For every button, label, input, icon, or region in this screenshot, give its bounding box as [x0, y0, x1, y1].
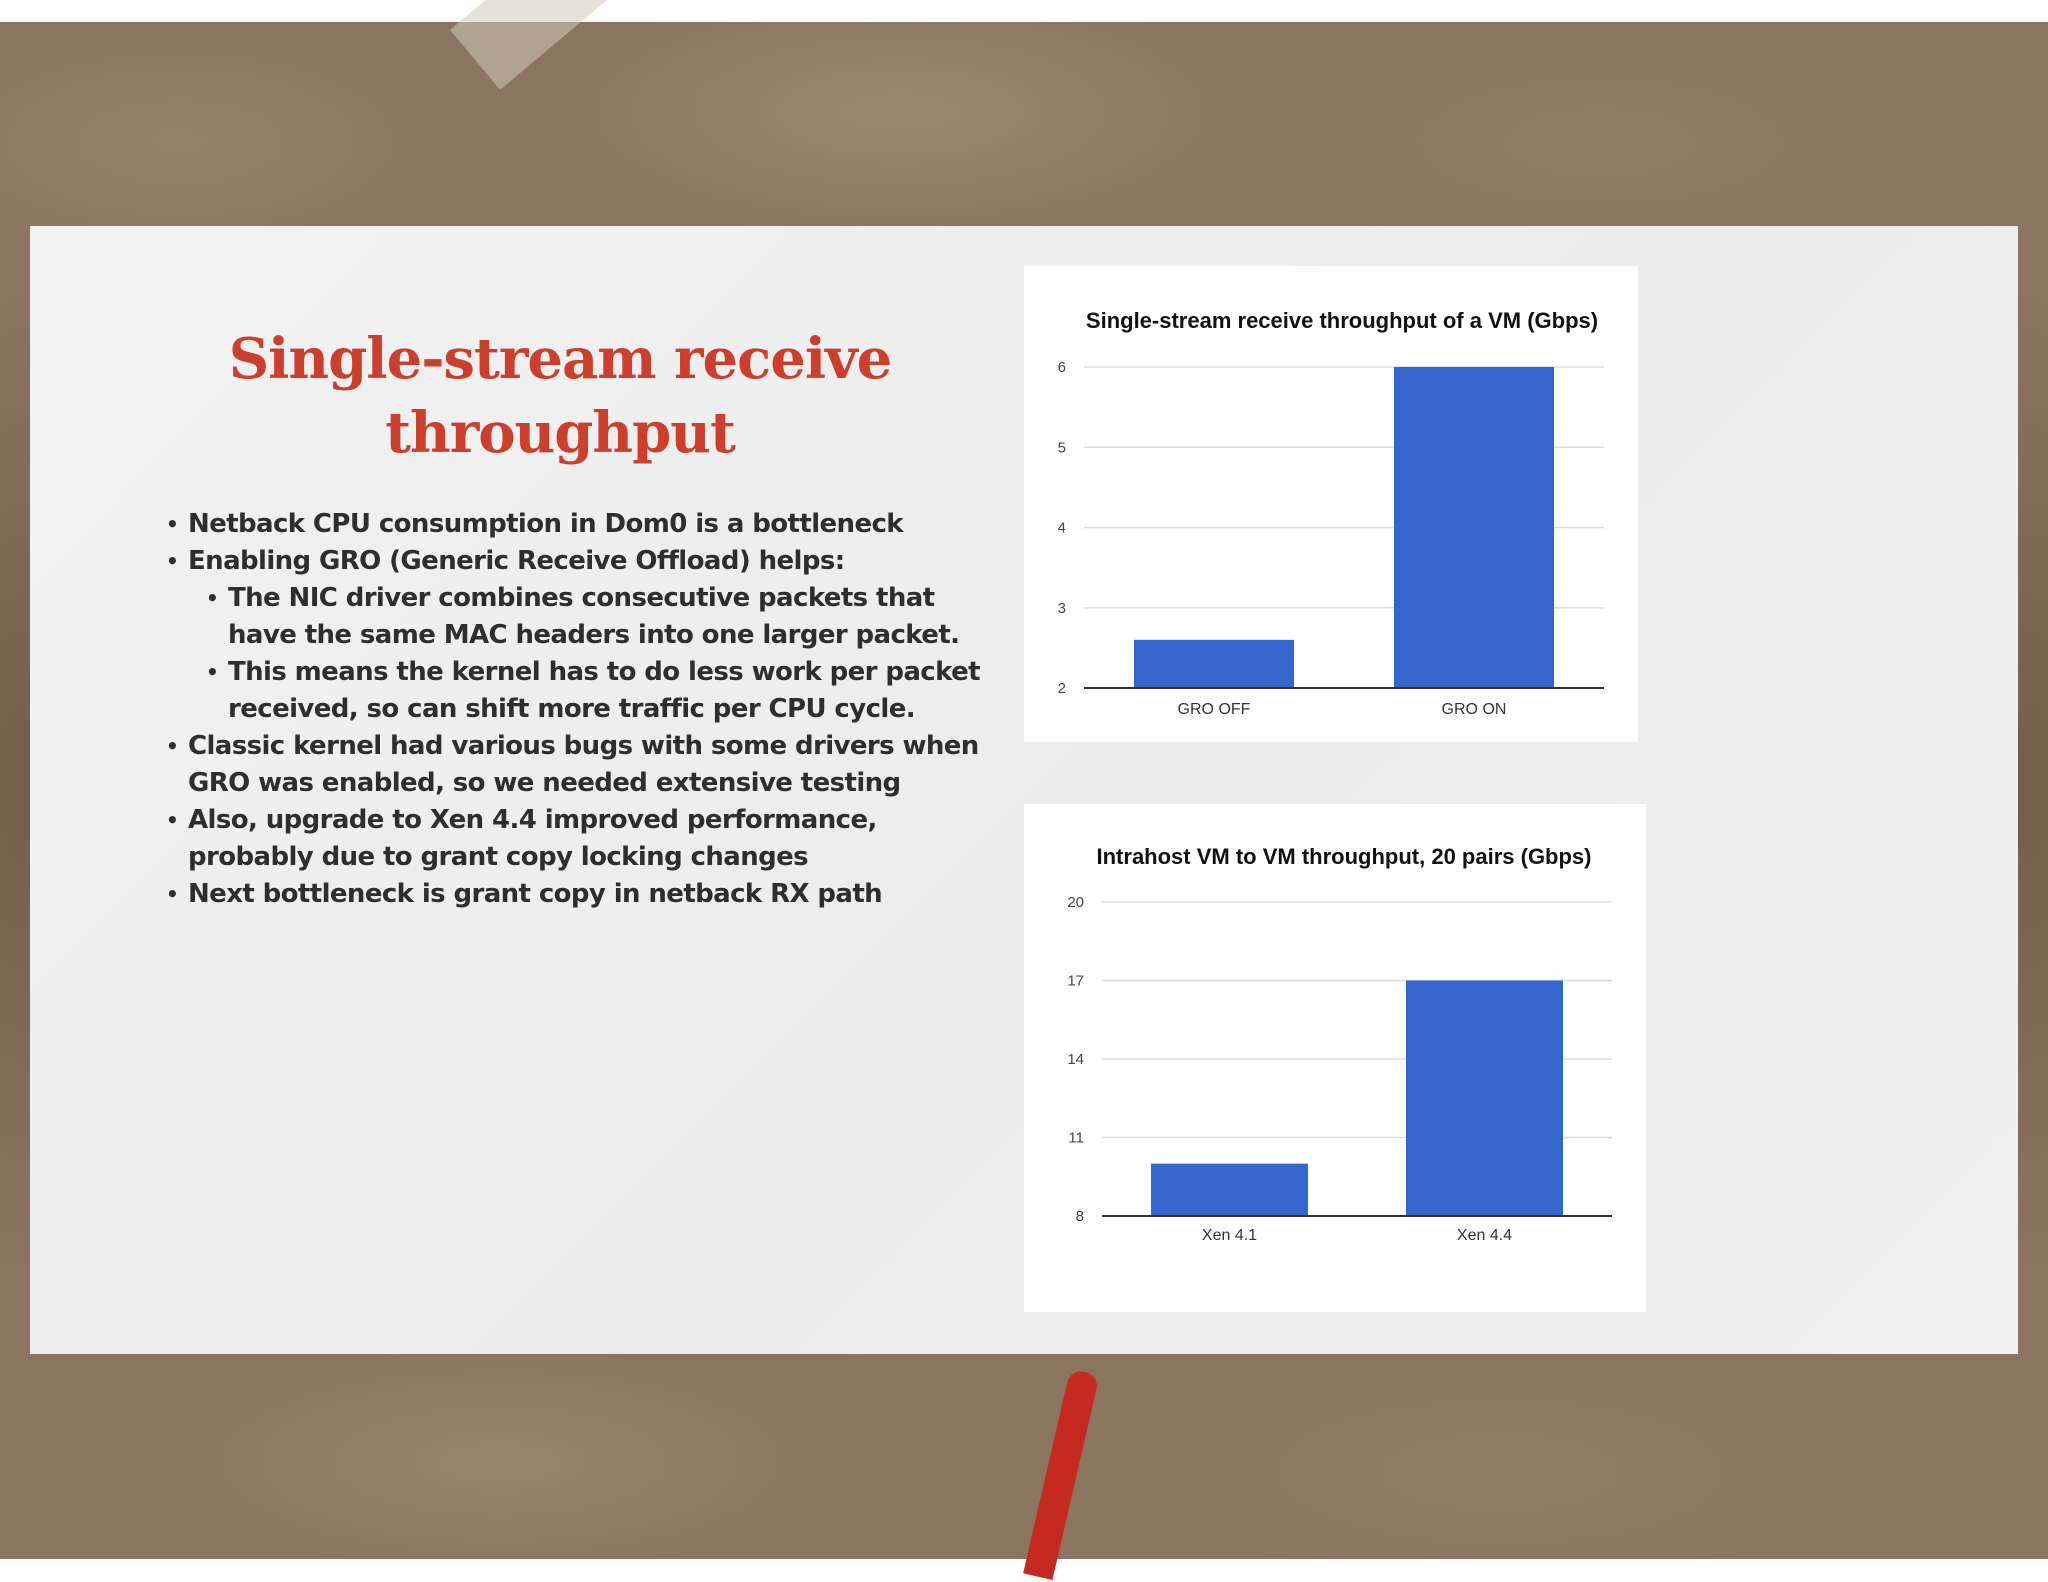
y-tick-label: 20 [1067, 894, 1084, 911]
chart-card-gro [1024, 266, 1638, 742]
y-tick-label: 17 [1067, 972, 1084, 990]
category-label: Xen 4.1 [1201, 1227, 1258, 1244]
slide [30, 226, 2018, 1354]
category-label: GRO ON [1441, 701, 1507, 718]
y-tick-label: 4 [1057, 519, 1066, 537]
chart-xen-throughput [1024, 804, 1646, 1312]
chart-title: Single-stream receive throughput of a VM (Gbps) [1085, 308, 1599, 333]
bar [1134, 640, 1294, 688]
bullet-item: • Also, upgrade to Xen 4.4 improved performance, probably due to grant copy locking changes [166, 802, 1006, 876]
bar [1394, 367, 1554, 688]
bullet-item: • Netback CPU consumption in Dom0 is a bottleneck [166, 506, 1006, 543]
y-tick-label: 14 [1067, 1051, 1084, 1068]
sub-bullet-item: • This means the kernel has to do less work per packet received, so can shift more traffic per CPU cycle. [206, 654, 1006, 728]
category-label: Xen 4.4 [1456, 1227, 1513, 1244]
category-label: GRO OFF [1177, 701, 1251, 718]
y-tick-label: 2 [1057, 680, 1066, 697]
sub-bullet-item: • The NIC driver combines consecutive packets that have the same MAC headers into one larger packet. [206, 580, 1006, 654]
y-tick-label: 8 [1075, 1208, 1084, 1225]
bullet-item: • Next bottleneck is grant copy in netback RX path [166, 876, 1006, 913]
bullet-item: • Classic kernel had various bugs with some drivers when GRO was enabled, so we needed extensive testing [166, 728, 1006, 802]
bullet-item: • Enabling GRO (Generic Receive Offload) helps: [166, 543, 1006, 580]
slide-title: Single-stream receive throughput [228, 326, 892, 466]
y-tick-label: 11 [1068, 1129, 1084, 1147]
bar [1151, 1164, 1308, 1216]
chart-title: Intrahost VM to VM throughput, 20 pairs (Gbps) [1096, 844, 1592, 869]
y-tick-label: 3 [1057, 599, 1066, 617]
chart-gro-throughput [1024, 266, 1638, 742]
y-tick-label: 6 [1057, 359, 1066, 376]
bullet-list [166, 506, 1006, 913]
bar [1406, 981, 1563, 1217]
y-tick-label: 5 [1057, 439, 1066, 457]
chart-card-xen [1024, 804, 1646, 1312]
